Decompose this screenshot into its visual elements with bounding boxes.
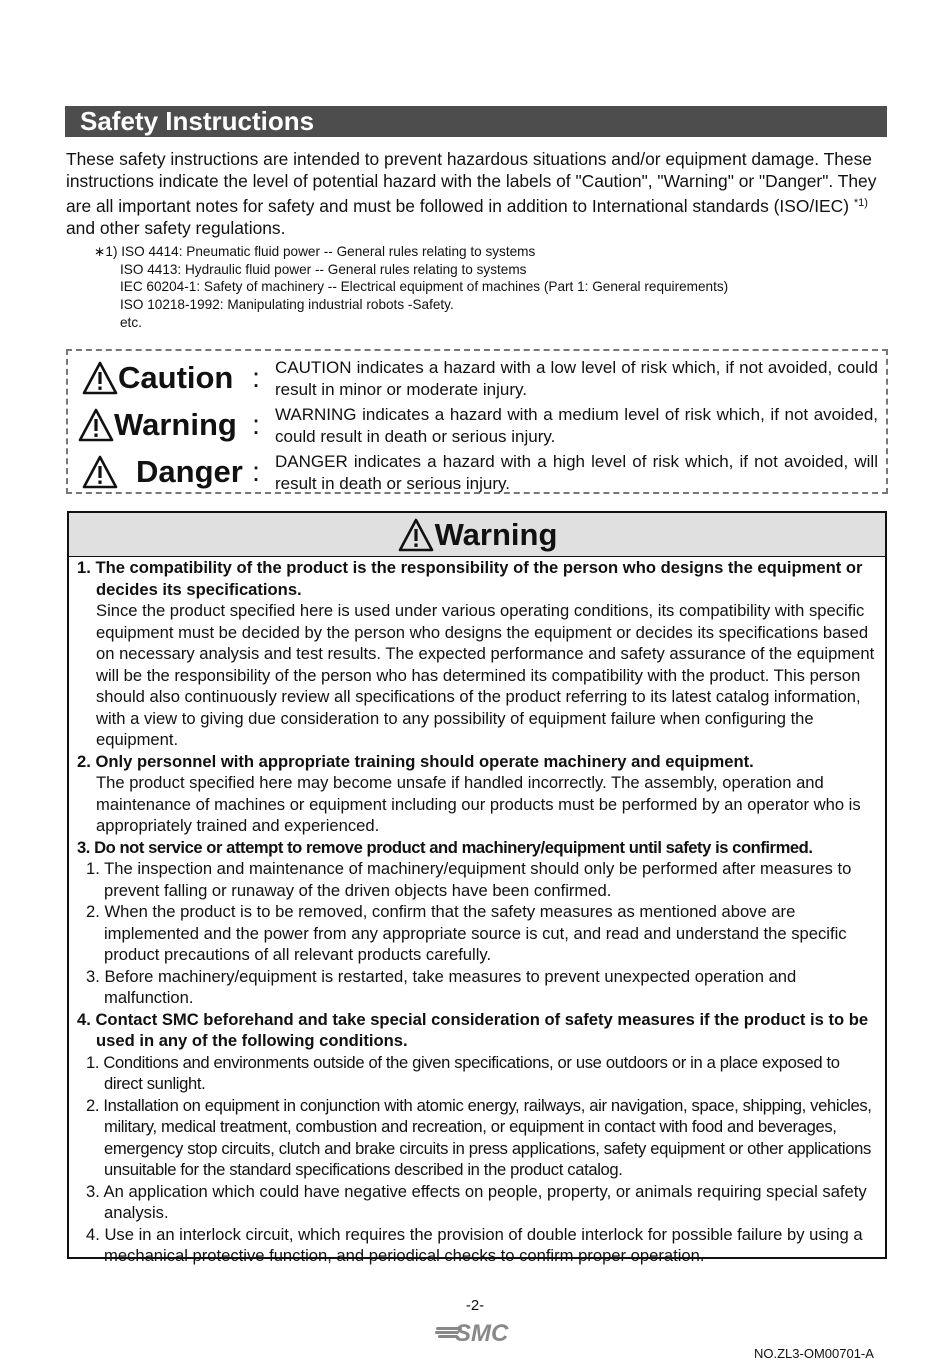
warning-item-heading: 1. The compatibility of the product is the responsibility of the person who designs the equipment or decides its specifications. bbox=[77, 558, 863, 599]
danger-title: Danger bbox=[136, 454, 243, 489]
intro-footnote-ref: *1) bbox=[853, 197, 868, 209]
document-code: NO.ZL3-OM00701-A bbox=[754, 1346, 874, 1361]
footnote-list bbox=[94, 243, 884, 332]
footnote-item: IEC 60204-1: Safety of machinery -- Electrical equipment of machines (Part 1: General requirements) bbox=[120, 279, 729, 295]
footnote-item: ISO 4414: Pneumatic fluid power -- General rules relating to systems bbox=[121, 244, 536, 259]
warning-box-header bbox=[69, 513, 885, 557]
intro-paragraph bbox=[66, 148, 888, 239]
warning-list bbox=[77, 557, 881, 1267]
warning-triangle-icon bbox=[82, 361, 118, 395]
warning-triangle-icon bbox=[397, 518, 435, 552]
caution-colon: : bbox=[252, 362, 260, 393]
caution-label bbox=[82, 355, 268, 401]
warning-sub-item: 2. Installation on equipment in conjunction with atomic energy, railways, air navigation, space, shipping, vehicles, military, medical treatment, combustion and recreation, or equipment in contact with food and beverages, emergency stop circuits, clutch and brake circuits in press applications, safety equipment or other applications unsuitable for the standard specifications described in the product catalog. bbox=[86, 1095, 872, 1179]
warning-triangle-icon bbox=[82, 455, 118, 489]
caution-description: CAUTION indicates a hazard with a low level of risk which, if not avoided, could result in minor or moderate injury. bbox=[275, 358, 878, 399]
footnote-marker: ∗1) bbox=[94, 244, 118, 259]
section-title: Safety Instructions bbox=[65, 106, 887, 137]
warning-title: Warning bbox=[114, 407, 237, 442]
warning-item-text: Since the product specified here is used under various operating conditions, its compatibility with specific equipment must be decided by the person who designs the equipment or decides its specifications based on necessary analysis and test results. The expected performance and safety assurance of the equipment will be the responsibility of the person who has determined its compatibility with the product. This person should also continuously review all specifications of the product referring to its latest catalog information, with a view to giving due consideration to any possibility of equipment failure when configuring the equipment. bbox=[96, 601, 875, 749]
page-number: -2- bbox=[465, 1297, 485, 1314]
label-row-warning bbox=[68, 402, 886, 448]
warning-sub-item: 3. An application which could have negative effects on people, property, or animals requiring special safety analysis. bbox=[86, 1181, 867, 1222]
label-row-caution bbox=[68, 355, 886, 401]
danger-label bbox=[82, 449, 268, 495]
smc-logo bbox=[435, 1318, 517, 1346]
warning-sub-item: 3. Before machinery/equipment is restarted, take measures to prevent unexpected operation and malfunction. bbox=[86, 966, 797, 1007]
footnote-item: ISO 4413: Hydraulic fluid power -- General rules relating to systems bbox=[120, 261, 527, 277]
intro-text: These safety instructions are intended to prevent hazardous situations and/or equipment damage. These instructions indicate the level of potential hazard with the labels of "Caution", "Warning" or "Danger". They are all important notes for safety and must be followed in addition to International standards (ISO/IEC) bbox=[66, 149, 877, 216]
footnote-item: ISO 10218-1992: Manipulating industrial robots -Safety. bbox=[120, 297, 454, 313]
intro-text-end: and other safety regulations. bbox=[66, 218, 286, 238]
label-row-danger bbox=[68, 449, 886, 495]
warning-colon: : bbox=[252, 409, 260, 440]
warning-box-title: Warning bbox=[434, 516, 558, 552]
caution-title: Caution bbox=[118, 360, 234, 395]
warning-triangle-icon bbox=[78, 408, 114, 442]
warning-box bbox=[67, 511, 887, 1265]
warning-label bbox=[78, 402, 264, 448]
footnote-line bbox=[94, 243, 884, 261]
warning-sub-item: 1. Conditions and environments outside of the given specifications, or use outdoors or in a place exposed to direct sunlight. bbox=[86, 1052, 840, 1093]
warning-item-heading: 2. Only personnel with appropriate training should operate machinery and equipment. bbox=[77, 751, 754, 771]
warning-item-text: The product specified here may become unsafe if handled incorrectly. The assembly, operation and maintenance of machines or equipment including our products must be performed by an operator who is appropriately trained and experienced. bbox=[96, 773, 861, 835]
danger-colon: : bbox=[252, 456, 260, 487]
footnote-item: etc. bbox=[120, 314, 142, 330]
warning-sub-item: 2. When the product is to be removed, confirm that the safety measures as mentioned above are implemented and the power from any appropriate source is cut, and read and understand the specific product precautions of all relevant products carefully. bbox=[86, 902, 847, 964]
smc-logo-text: SMC bbox=[455, 1320, 509, 1346]
warning-item-heading: 4. Contact SMC beforehand and take special consideration of safety measures if the product is to be used in any of the following conditions. bbox=[77, 1009, 869, 1050]
warning-description: WARNING indicates a hazard with a medium level of risk which, if not avoided, could result in death or serious injury. bbox=[275, 405, 878, 446]
danger-description: DANGER indicates a hazard with a high level of risk which, if not avoided, will result in death or serious injury. bbox=[275, 452, 878, 493]
warning-item-heading: 3. Do not service or attempt to remove product and machinery/equipment until safety is confirmed. bbox=[77, 837, 813, 857]
warning-sub-item: 4. Use in an interlock circuit, which requires the provision of double interlock for possible failure by using a mechanical protective function, and periodical checks to confirm proper operation. bbox=[86, 1224, 863, 1265]
warning-sub-item: 1. The inspection and maintenance of machinery/equipment should only be performed after measures to prevent falling or runaway of the driven objects have been confirmed. bbox=[86, 859, 852, 900]
hazard-label-box bbox=[66, 349, 888, 494]
